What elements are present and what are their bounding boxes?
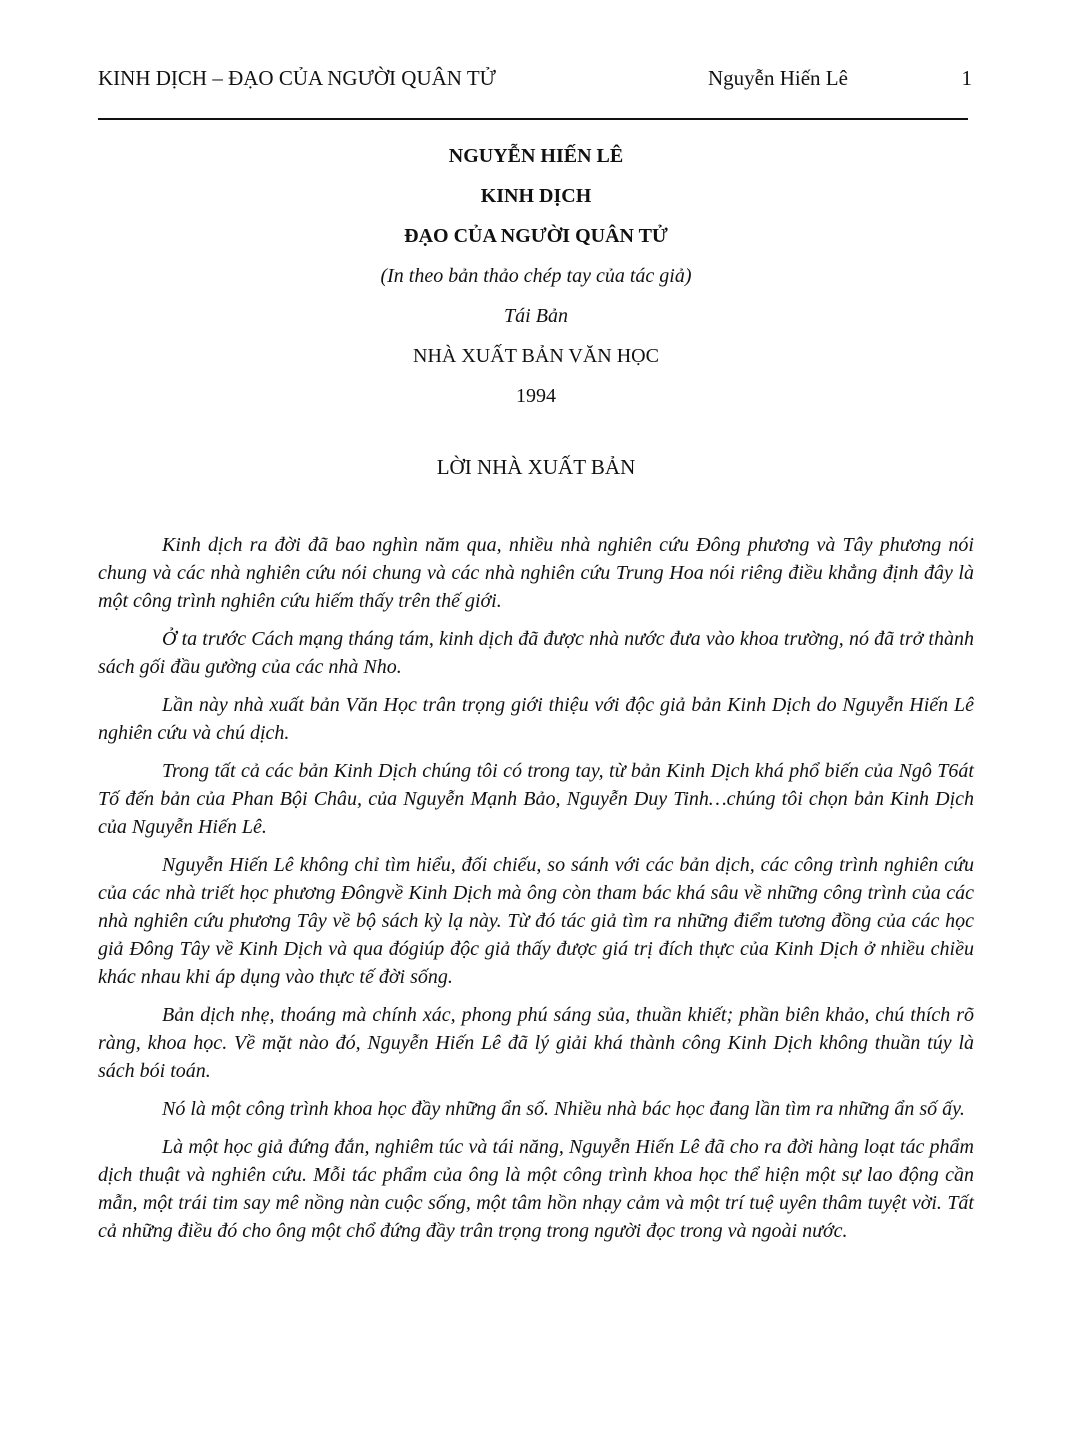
header-book-title: KINH DỊCH – ĐẠO CỦA NGƯỜI QUÂN TỬ [98, 66, 496, 90]
paragraph: Lần này nhà xuất bản Văn Học trân trọng giới thiệu với độc giả bản Kinh Dịch do Nguyễn Hiến Lê nghiên cứu và chú dịch. [98, 694, 974, 744]
book-subtitle: ĐẠO CỦA NGƯỜI QUÂN TỬ [404, 225, 668, 247]
publication-year: 1994 [516, 385, 556, 407]
paragraph: Nguyễn Hiến Lê không chỉ tìm hiểu, đối chiếu, so sánh với các bản dịch, các công trình nghiên cứu của các nhà triết học phương Đôngvề Kinh Dịch mà ông còn tham bác khá sâu về những công trình của các nhà nghiên cứu phương Tây về bộ sách kỳ lạ này. Từ đó tác giả tìm ra những điểm tương đồng của các học giả Đông Tây về Kinh Dịch và qua đógiúp độc giả thấy được giá trị đích thực của Kinh Dịch ở nhiều chiều khác nhau khi áp dụng vào thực tế đời sống. [98, 854, 974, 988]
publisher-name: NHÀ XUẤT BẢN VĂN HỌC [413, 345, 659, 367]
foreword-heading: LỜI NHÀ XUẤT BẢN [436, 455, 636, 479]
paragraph: Nó là một công trình khoa học đầy những ẩn số. Nhiều nhà bác học đang lần tìm ra những ẩn số ấy. [162, 1098, 965, 1120]
print-note: (In theo bản thảo chép tay của tác giả) [380, 265, 692, 287]
paragraph: Trong tất cả các bản Kinh Dịch chúng tôi có trong tay, từ bản Kinh Dịch khá phổ biến của Ngô T6át Tố đến bản của Phan Bội Châu, của Nguyễn Mạnh Bảo, Nguyễn Duy Tinh…chúng tôi chọn bản Kinh Dịch của Nguyễn Hiến Lê. [98, 760, 974, 838]
foreword-body [98, 531, 974, 1255]
page-number: 1 [961, 66, 972, 90]
paragraph: Là một học giả đứng đắn, nghiêm túc và tái năng, Nguyễn Hiến Lê đã cho ra đời hàng loạt tác phẩm dịch thuật và nghiên cứu. Mỗi tác phẩm của ông là một công trình khoa học thể hiện một sự lao động cần mẫn, một trái tim say mê nồng nàn cuộc sống, một tâm hồn nhạy cảm và một trí tuệ uyên thâm tuyệt vời. Tất cả những điều đó cho ông một chổ đứng đầy trân trọng trong người đọc trong và ngoài nước. [98, 1136, 974, 1242]
book-title: KINH DỊCH [480, 185, 592, 207]
paragraph: Bản dịch nhẹ, thoáng mà chính xác, phong phú sáng sủa, thuần khiết; phần biên khảo, chú thích rõ ràng, khoa học. Về mặt nào đó, Nguyễn Hiến Lê đã lý giải khá thành công Kinh Dịch không thuần túy là sách bói toán. [98, 1004, 974, 1082]
header-divider [98, 118, 968, 120]
header-author: Nguyễn Hiến Lê [708, 66, 848, 90]
paragraph: Ở ta trước Cách mạng tháng tám, kinh dịch đã được nhà nước đưa vào khoa trường, nó đã trở thành sách gối đầu gường của các nhà Nho. [98, 628, 974, 678]
running-header [98, 66, 972, 100]
title-author: NGUYỄN HIẾN LÊ [448, 145, 624, 167]
edition-label: Tái Bản [504, 305, 568, 327]
title-block [0, 136, 1072, 416]
paragraph: Kinh dịch ra đời đã bao nghìn năm qua, nhiều nhà nghiên cứu Đông phương và Tây phương nói chung và các nhà nghiên cứu nói chung và các nhà nghiên cứu Trung Hoa nói riêng điều khẳng định đây là một công trình nghiên cứu hiếm thấy trên thế giới. [98, 534, 974, 612]
